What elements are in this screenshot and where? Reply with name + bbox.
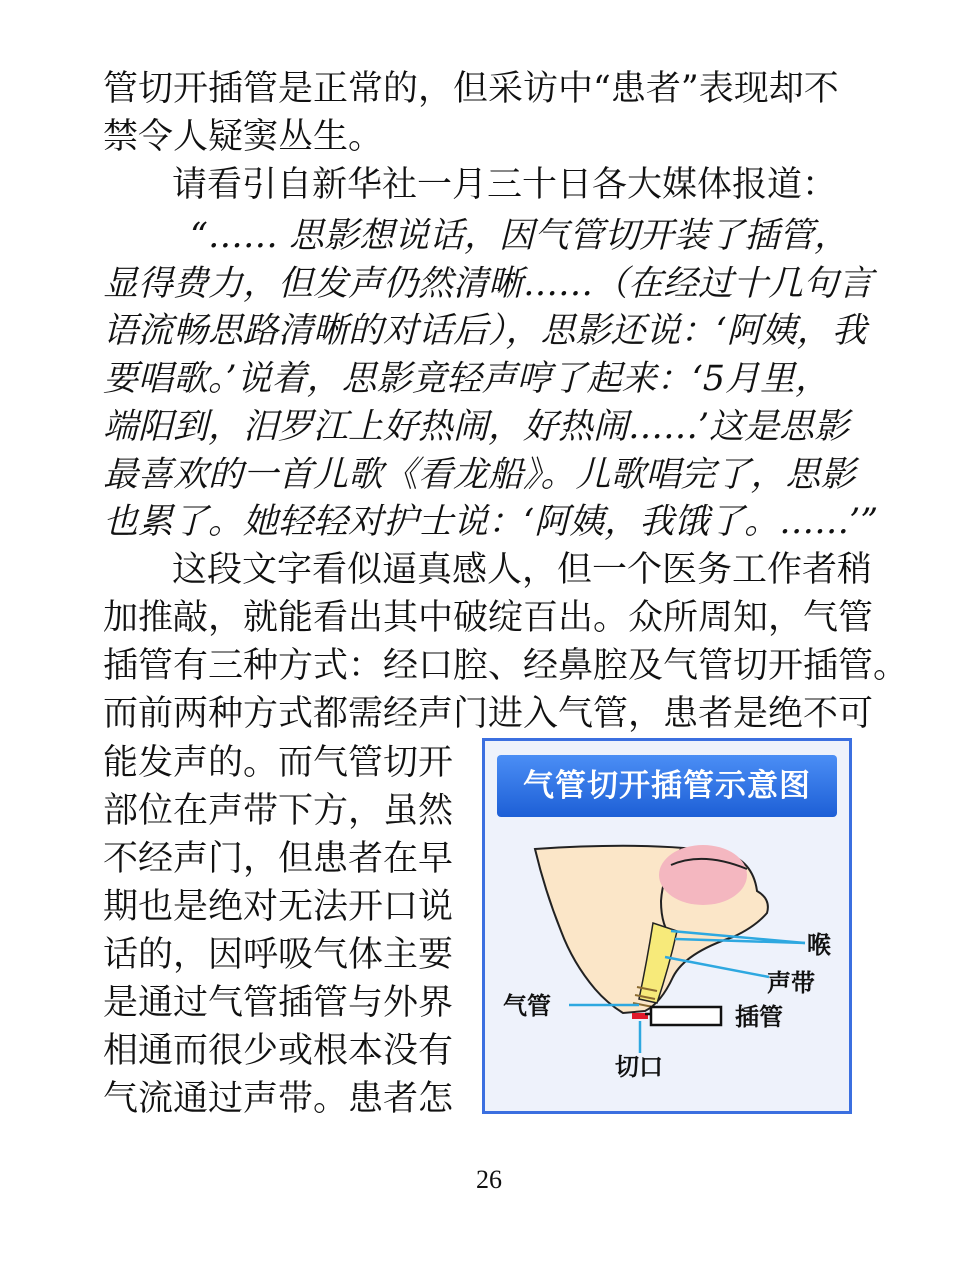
quote-line-7: 也累了。她轻轻对护士说：‘阿姨，我饿了。……’” [103,502,879,542]
text-line-13: 是通过气管插管与外界 [103,983,454,1023]
text-line-12: 话的，因呼吸气体主要 [103,935,454,975]
text-line-10: 不经声门，但患者在早 [103,839,454,879]
text-line-2: 禁令人疑窦丛生。 [103,117,384,157]
quote-line-2: 显得费力，但发声仍然清晰……（在经过十几句言 [103,264,874,304]
text-line-8: 能发声的。而气管切开 [103,743,454,783]
label-trachea: 气管 [503,992,551,1020]
text-line-4: 这段文字看似逼真感人，但一个医务工作者稍 [172,550,873,590]
quote-line-4: 要唱歌。’说着，思影竟轻声哼了起来：‘5月里， [103,359,831,399]
text-line-5: 加推敲，就能看出其中破绽百出。众所周知，气管 [103,598,874,638]
label-larynx: 喉 [807,931,831,959]
text-line-7: 而前两种方式都需经声门进入气管，患者是绝不可 [103,694,874,734]
text-line-1: 管切开插管是正常的，但采访中“患者”表现却不 [103,69,839,109]
quote-line-1: “…… 思影想说话，因气管切开装了插管， [190,216,850,256]
text-line-9: 部位在声带下方，虽然 [103,791,454,831]
label-vocal-cords: 声带 [767,969,815,997]
label-incision: 切口 [615,1053,663,1081]
diagram-title: 气管切开插管示意图 [497,755,837,817]
tongue-shape [659,845,747,905]
text-line-6: 插管有三种方式：经口腔、经鼻腔及气管切开插管。 [103,646,909,686]
quote-line-6: 最喜欢的一首儿歌《看龙船》。儿歌唱完了，思影 [103,455,856,495]
label-tube: 插管 [735,1003,783,1031]
quote-line-5: 端阳到，汨罗江上好热闹，好热闹……’这是思影 [103,407,850,447]
text-line-14: 相通而很少或根本没有 [103,1031,454,1071]
tube-shape [651,1007,721,1025]
neck-anatomy-illustration [485,741,849,1111]
quote-line-3: 语流畅思路清晰的对话后），思影还说：‘阿姨，我 [103,311,867,351]
text-line-3: 请看引自新华社一月三十日各大媒体报道： [172,165,838,205]
tracheotomy-diagram [482,738,852,1114]
text-line-15: 气流通过声带。患者怎 [103,1079,454,1119]
page-number: 26 [476,1165,502,1194]
text-line-11: 期也是绝对无法开口说 [103,887,454,927]
